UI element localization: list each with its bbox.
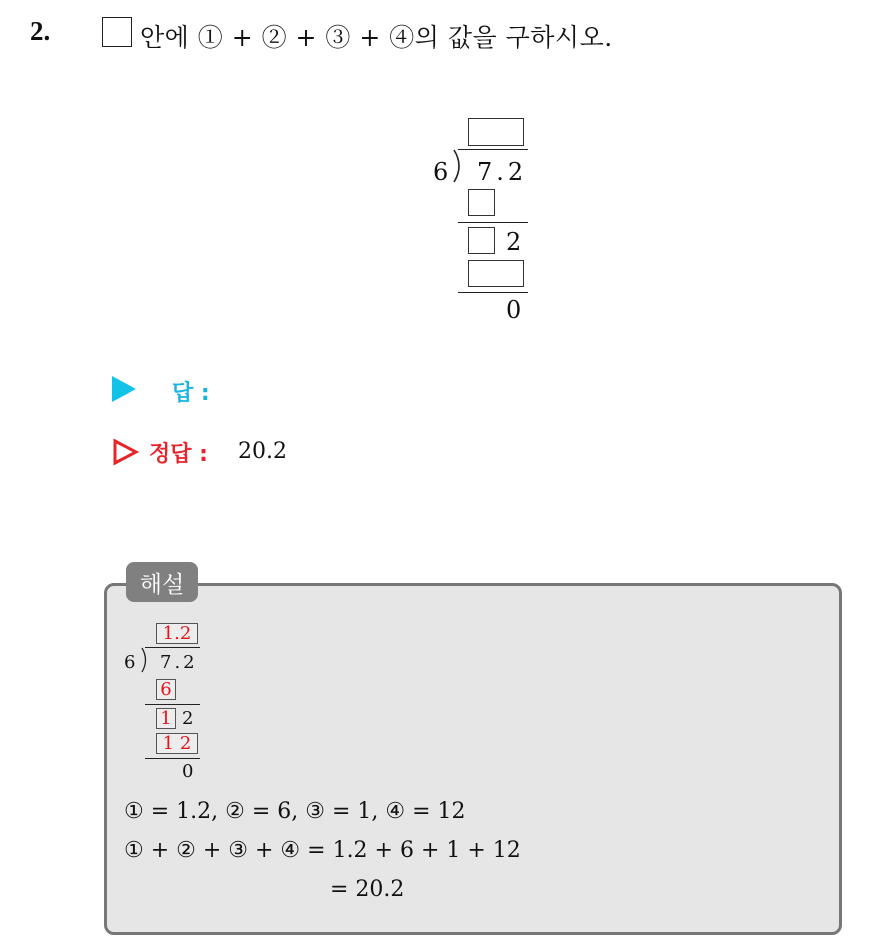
solution-dividend: 7.2: [160, 652, 198, 673]
solution-line-1: [145, 704, 200, 705]
blank-box: [102, 17, 132, 47]
solution-line-values: ① = 1.2, ② = 6, ③ = 1, ④ = 12: [124, 799, 466, 824]
solution-overline: [145, 647, 200, 648]
answer-play-icon: [112, 376, 136, 402]
subtraction-box-1[interactable]: [468, 189, 495, 216]
solution-row2-digit: 2: [182, 708, 194, 729]
dividend: 7.2: [477, 158, 528, 186]
long-division-problem: [425, 112, 555, 327]
divisor: 6: [433, 158, 449, 186]
quotient-box[interactable]: [468, 118, 524, 146]
sub2-answer: 1 2: [156, 733, 198, 754]
subtraction-box-2[interactable]: [468, 260, 524, 287]
solution-division-bracket: [140, 647, 150, 673]
explanation-tag: 해설: [126, 562, 198, 602]
question-text: 안에 ① + ② + ③ + ④의 값을 구하시오.: [140, 23, 613, 52]
solution-line-2: [145, 758, 200, 759]
final-remainder: 0: [506, 296, 522, 324]
solution-line-result: = 20.2: [330, 877, 405, 902]
solution-line-sum: ① + ② + ③ + ④ = 1.2 + 6 + 1 + 12: [124, 838, 521, 863]
row2-digit: 2: [506, 228, 522, 256]
division-overline: [458, 149, 528, 150]
correct-answer-value: 20.2: [238, 439, 287, 464]
remainder-box[interactable]: [468, 227, 495, 254]
correct-outline-play-icon: [112, 438, 140, 466]
sub1-answer: 6: [156, 679, 176, 700]
division-bracket: [452, 148, 466, 184]
answer-label: 답 :: [172, 381, 210, 406]
question-number: 2.: [30, 16, 51, 46]
solution-remainder: 0: [182, 761, 194, 782]
quotient-answer: 1.2: [156, 623, 198, 644]
subtraction-line-1: [458, 222, 528, 223]
solution-long-division: [120, 620, 220, 785]
subtraction-line-2: [458, 292, 528, 293]
box3-answer: 1: [156, 708, 176, 729]
solution-divisor: 6: [124, 652, 136, 673]
correct-answer-label: 정답 :: [149, 442, 208, 467]
